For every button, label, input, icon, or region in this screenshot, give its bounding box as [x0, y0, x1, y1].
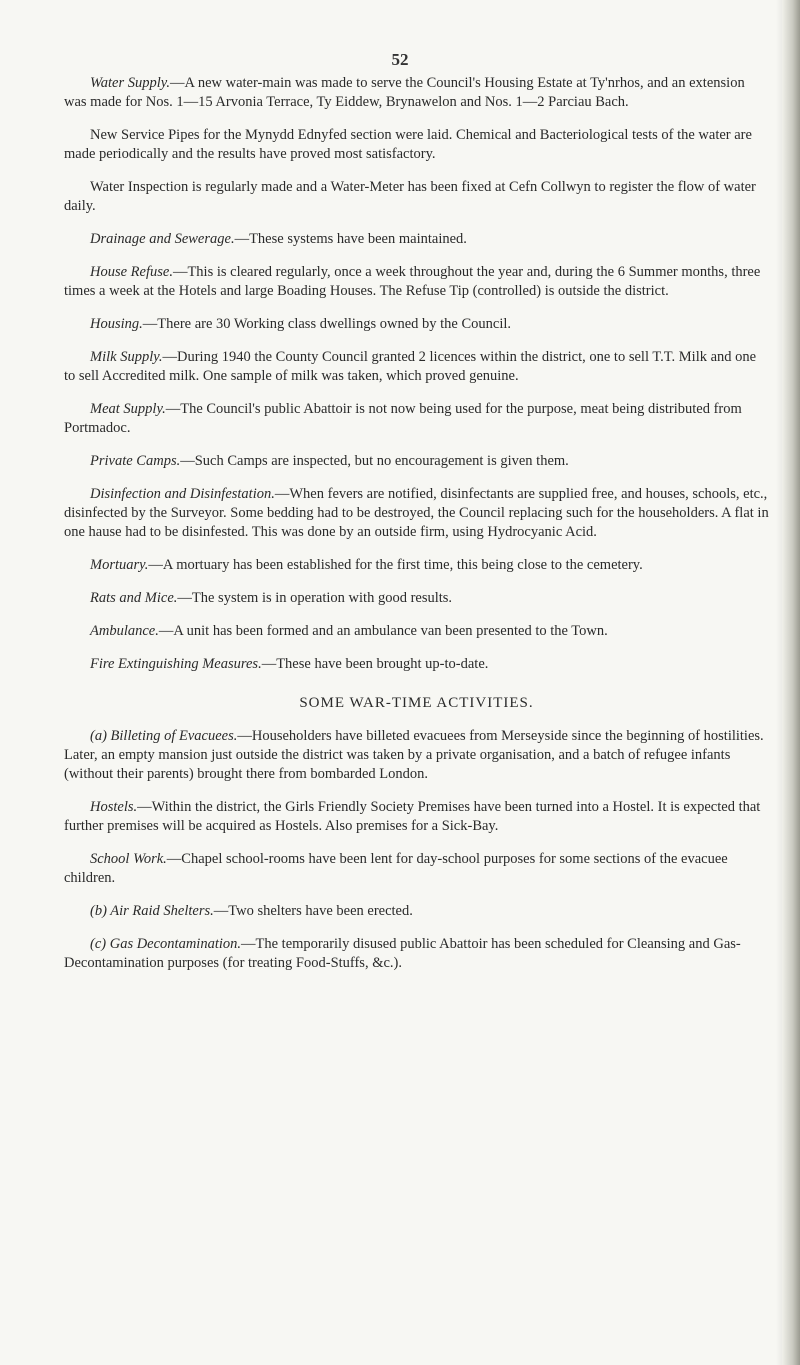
- heading: School Work.: [90, 851, 167, 867]
- paragraph-text: —A mortuary has been established for the first time, this being close to the cemetery.: [148, 557, 643, 573]
- paragraph-text: —This is cleared regularly, once a week throughout the year and, during the 6 Summer months, three times a week at the Hotels and large Boading Houses. The Refuse Tip (controlled) is outside the district.: [64, 264, 761, 299]
- heading: Disinfection and Disinfestation.: [90, 486, 275, 502]
- paragraph-text: —There are 30 Working class dwellings owned by the Council.: [142, 316, 512, 332]
- heading: Water Supply.: [90, 75, 171, 91]
- paragraph-water-inspection: [64, 178, 769, 216]
- paragraph-rats-mice: [64, 589, 769, 608]
- paragraph-housing: [64, 315, 769, 334]
- paragraph-water-supply: [64, 74, 769, 112]
- paragraph-house-refuse: [64, 263, 769, 301]
- page-number: 52: [391, 50, 409, 69]
- paragraph-text: New Service Pipes for the Mynydd Ednyfed section were laid. Chemical and Bacteriological tests of the water are made periodically and the results have proved most satisfactory.: [64, 127, 752, 162]
- paragraph-text: —These have been brought up-to-date.: [261, 656, 489, 672]
- paragraph-fire: [64, 655, 769, 674]
- paragraph-text: —Householders have billeted evacuees from Merseyside since the beginning of hostilities. Later, an empty mansion just outside the district was taken by a private organisation, and a batch of refugee infants (without their parents) brought there from bombarded London.: [64, 728, 764, 782]
- paragraph-text: —A unit has been formed and an ambulance van been presented to the Town.: [158, 623, 608, 639]
- heading: Housing.: [90, 316, 143, 332]
- paragraph-private-camps: [64, 452, 769, 471]
- heading: Ambulance.: [90, 623, 159, 639]
- section-heading: SOME WAR-TIME ACTIVITIES.: [299, 695, 534, 711]
- paragraph-drainage: [64, 230, 769, 249]
- heading: Hostels.: [90, 799, 138, 815]
- heading: House Refuse.: [90, 264, 173, 280]
- heading: Rats and Mice.: [90, 590, 178, 606]
- heading: Private Camps.: [90, 453, 181, 469]
- paragraph-meat-supply: [64, 400, 769, 438]
- paragraph-disinfection: [64, 485, 769, 542]
- paragraph-ambulance: [64, 622, 769, 641]
- heading: Fire Extinguishing Measures.: [90, 656, 262, 672]
- heading: Drainage and Sewerage.: [90, 231, 235, 247]
- paragraph-text: —The system is in operation with good results.: [177, 590, 453, 606]
- page-edge: [782, 0, 800, 1365]
- heading: (b) Air Raid Shelters.: [90, 903, 214, 919]
- heading: (c) Gas Decontamination.: [90, 936, 242, 952]
- paragraph-text: —These systems have been maintained.: [234, 231, 467, 247]
- paragraph-school-work: [64, 850, 769, 888]
- paragraph-text: —Within the district, the Girls Friendly Society Premises have been turned into a Hostel. It is expected that further premises will be acquired as Hostels. Also premises for a Sick-Bay.: [64, 799, 761, 834]
- paragraph-text: —Such Camps are inspected, but no encouragement is given them.: [180, 453, 569, 469]
- paragraph-billeting: [64, 727, 769, 784]
- paragraph-milk-supply: [64, 348, 769, 386]
- paragraph-gas: [64, 935, 769, 973]
- paragraph-text: —Chapel school-rooms have been lent for day-school purposes for some sections of the evacuee children.: [64, 851, 728, 886]
- paragraph-text: —A new water-main was made to serve the Council's Housing Estate at Ty'nrhos, and an extension was made for Nos. 1—15 Arvonia Terrace, Ty Eiddew, Brynawelon and Nos. 1—2 Parciau Bach.: [64, 75, 745, 110]
- heading: Milk Supply.: [90, 349, 163, 365]
- paragraph-air-raid: [64, 902, 769, 921]
- heading: (a) Billeting of Evacuees.: [90, 728, 238, 744]
- paragraph-text: —The Council's public Abattoir is not now being used for the purpose, meat being distributed from Portmadoc.: [64, 401, 742, 436]
- paragraph-service-pipes: [64, 126, 769, 164]
- paragraph-text: —Two shelters have been erected.: [213, 903, 413, 919]
- document-body: [64, 74, 769, 987]
- paragraph-text: —The temporarily disused public Abattoir has been scheduled for Cleansing and Gas-Decontamination purposes (for treating Food-Stuffs, &c.).: [64, 936, 741, 971]
- heading: Meat Supply.: [90, 401, 166, 417]
- paragraph-text: Water Inspection is regularly made and a Water-Meter has been fixed at Cefn Collwyn to register the flow of water daily.: [64, 179, 756, 214]
- heading: Mortuary.: [90, 557, 149, 573]
- paragraph-mortuary: [64, 556, 769, 575]
- paragraph-text: —When fevers are notified, disinfectants are supplied free, and houses, schools, etc., disinfected by the Surveyor. Some bedding had to be destroyed, the Council replacing such for the householders. A flat in one hause had to be disinfested. This was done by an outside firm, using Hydrocyanic Acid.: [64, 486, 769, 540]
- paragraph-hostels: [64, 798, 769, 836]
- paragraph-text: —During 1940 the County Council granted 2 licences within the district, one to sell T.T. Milk and one to sell Accredited milk. One sample of milk was taken, which proved genuine.: [64, 349, 757, 384]
